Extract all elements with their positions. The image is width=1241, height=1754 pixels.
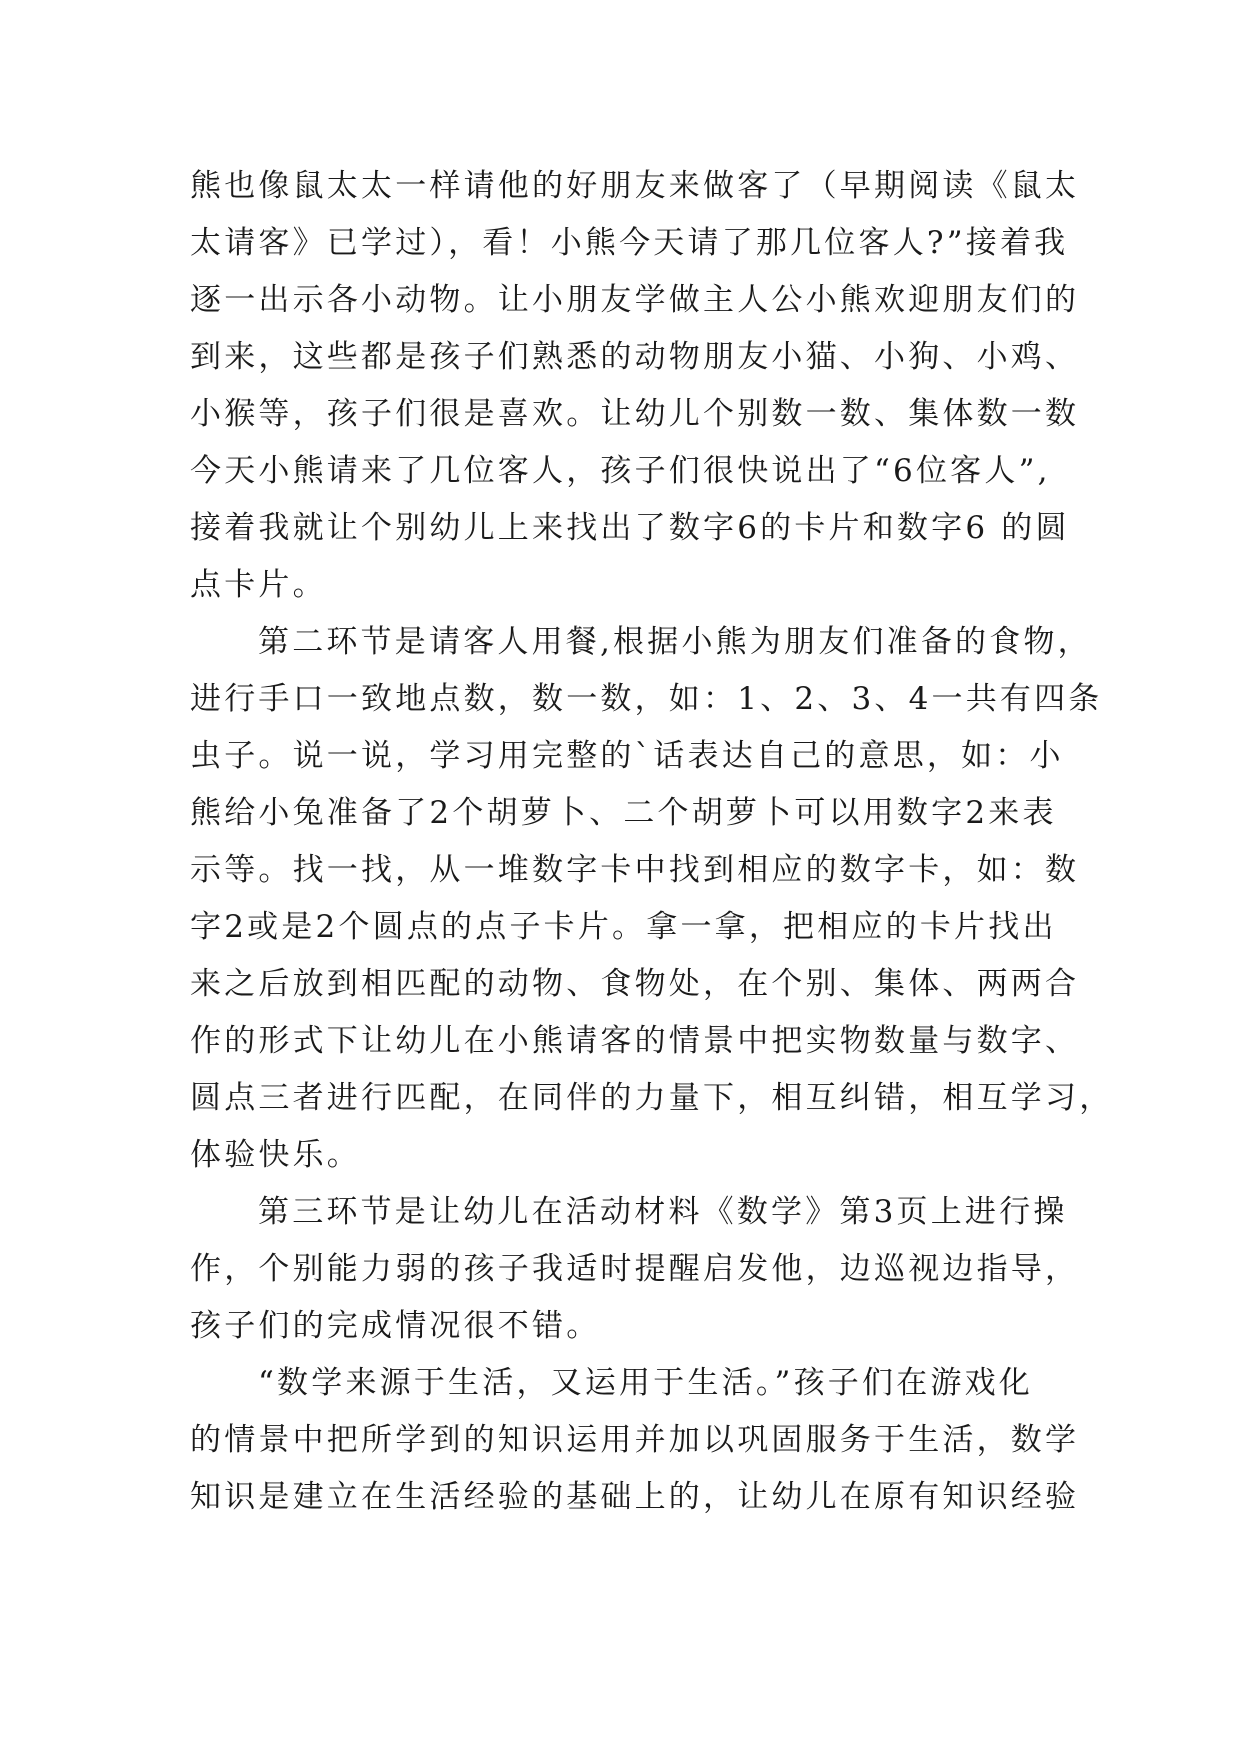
document-body (190, 158, 1114, 1526)
text-line: 示等。找一找，从一堆数字卡中找到相应的数字卡，如：数 (190, 852, 1080, 888)
paragraph-1 (190, 158, 1080, 614)
text-line: 小猴等，孩子们很是喜欢。让幼儿个别数一数、集体数一数 (190, 396, 1080, 432)
text-line: 到来，这些都是孩子们熟悉的动物朋友小猫、小狗、小鸡、 (190, 339, 1080, 375)
text-line: 虫子。说一说，学习用完整的`话表达自己的意思，如：小 (190, 738, 1064, 774)
text-line: 知识是建立在生活经验的基础上的，让幼儿在原有知识经验 (190, 1479, 1080, 1515)
text-line: 接着我就让个别幼儿上来找出了数字6的卡片和数字6 的圆 (190, 510, 1070, 546)
paragraph-3 (190, 1184, 1080, 1355)
text-line: 的情景中把所学到的知识运用并加以巩固服务于生活，数学 (190, 1422, 1080, 1458)
text-line: 孩子们的完成情况很不错。 (190, 1308, 601, 1344)
text-line: 第二环节是请客人用餐,根据小熊为朋友们准备的食物， (258, 624, 1092, 660)
paragraph-2 (190, 614, 1114, 1184)
text-line: 作，个别能力弱的孩子我适时提醒启发他，边巡视边指导， (190, 1251, 1080, 1287)
text-line: 作的形式下让幼儿在小熊请客的情景中把实物数量与数字、 (190, 1023, 1080, 1059)
text-line: 圆点三者进行匹配，在同伴的力量下，相互纠错，相互学习， (190, 1080, 1114, 1116)
text-line: 体验快乐。 (190, 1137, 361, 1173)
text-line: 太请客》已学过），看！小熊今天请了那几位客人?”接着我 (190, 225, 1069, 261)
text-line: 第三环节是让幼儿在活动材料《数学》第3页上进行操 (258, 1194, 1068, 1230)
text-line: 点卡片。 (190, 567, 327, 603)
text-line: 来之后放到相匹配的动物、食物处，在个别、集体、两两合 (190, 966, 1080, 1002)
text-line: 今天小熊请来了几位客人，孩子们很快说出了“6位客人”, (190, 453, 1051, 489)
text-line: 熊给小兔准备了2个胡萝卜、二个胡萝卜可以用数字2来表 (190, 795, 1057, 831)
text-line: “数学来源于生活，又运用于生活。”孩子们在游戏化 (258, 1365, 1033, 1401)
text-line: 字2或是2个圆点的点子卡片。拿一拿，把相应的卡片找出 (190, 909, 1057, 945)
text-line: 熊也像鼠太太一样请他的好朋友来做客了（早期阅读《鼠太 (190, 168, 1080, 204)
paragraph-4 (190, 1355, 1080, 1526)
text-line: 进行手口一致地点数，数一数，如：1、2、3、4一共有四条 (190, 681, 1103, 717)
text-line: 逐一出示各小动物。让小朋友学做主人公小熊欢迎朋友们的 (190, 282, 1080, 318)
